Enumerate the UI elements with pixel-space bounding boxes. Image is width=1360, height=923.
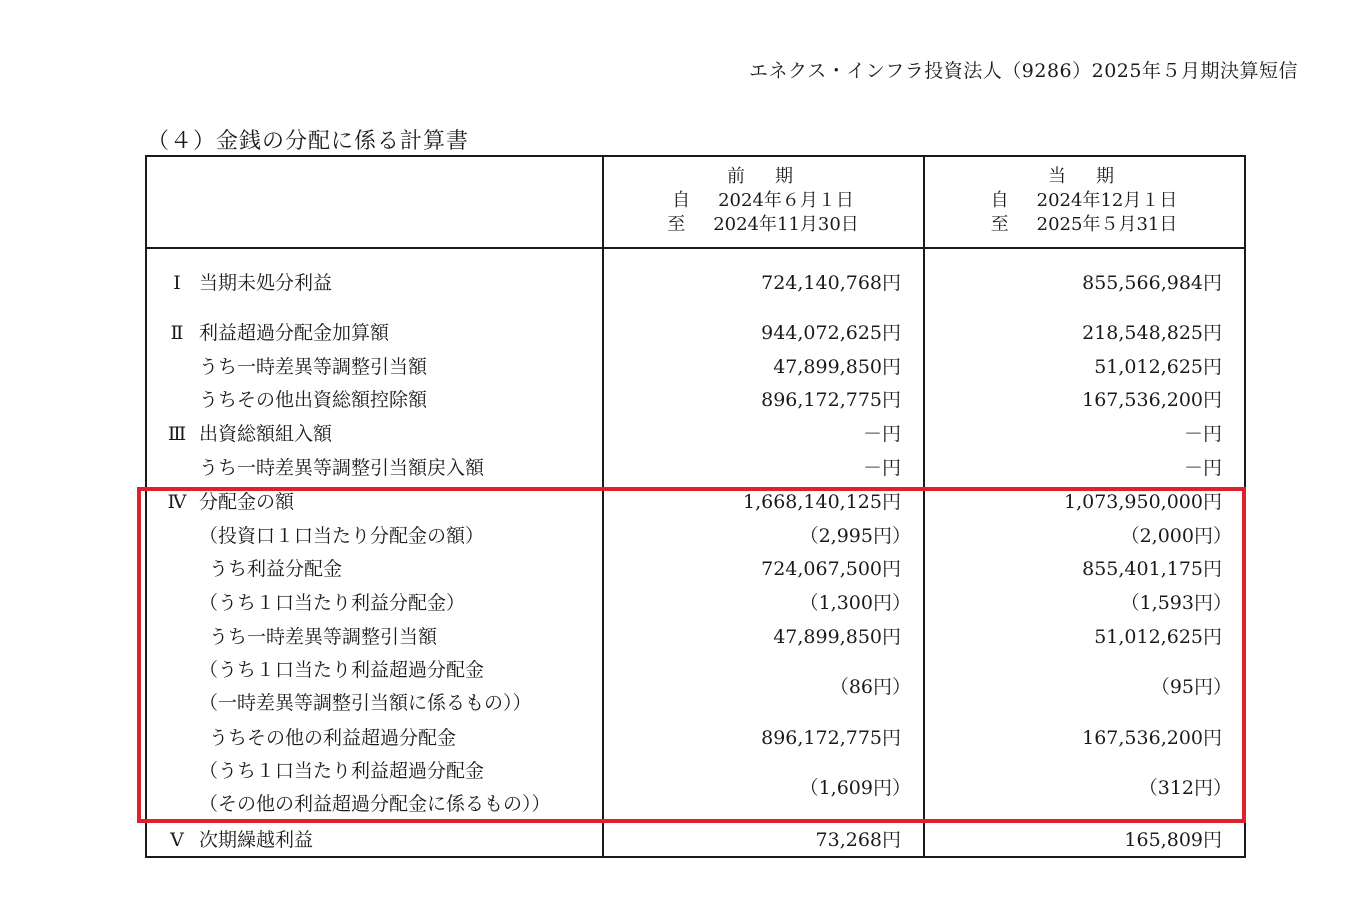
- value-prev: 724,067,500円: [761, 558, 901, 580]
- to-label: 至: [990, 214, 1009, 235]
- value-prev: 1,668,140,125円: [742, 491, 901, 513]
- row-number: Ⅳ: [167, 491, 187, 513]
- value-curr: 855,401,175円: [1082, 558, 1222, 580]
- row-label: 分配金の額: [199, 491, 295, 513]
- table-row: [145, 417, 1246, 451]
- from-date: 2024年６月１日: [718, 190, 854, 211]
- row-number: Ⅱ: [170, 322, 184, 344]
- table-row: [145, 266, 1246, 300]
- value-prev: －円: [862, 423, 901, 445]
- value-prev: 47,899,850円: [773, 356, 901, 378]
- value-prev: －円: [862, 457, 901, 479]
- table-row: [145, 350, 1246, 384]
- value-curr: 51,012,625円: [1094, 626, 1222, 648]
- value-prev: 944,072,625円: [761, 322, 901, 344]
- value-prev: 896,172,775円: [761, 727, 901, 749]
- value-curr: 218,548,825円: [1082, 322, 1222, 344]
- to-date: 2025年５月31日: [1036, 214, 1178, 235]
- value-prev: （86円）: [829, 676, 911, 698]
- row-label: （投資口１口当たり分配金の額）: [199, 525, 485, 547]
- value-curr: 167,536,200円: [1082, 727, 1222, 749]
- table-row: [145, 316, 1246, 350]
- value-prev: 724,140,768円: [761, 272, 901, 294]
- header-divider: [145, 247, 1246, 249]
- value-curr: 855,566,984円: [1082, 272, 1222, 294]
- row-label: うち利益分配金: [209, 558, 343, 580]
- table-row: [145, 451, 1246, 485]
- column-header-prev: [603, 165, 923, 237]
- value-prev: （1,609円）: [799, 777, 911, 799]
- value-curr: －円: [1183, 457, 1222, 479]
- value-curr: 1,073,950,000円: [1063, 491, 1222, 513]
- value-curr: 51,012,625円: [1094, 356, 1222, 378]
- row-number: Ⅴ: [170, 829, 184, 851]
- column-header-curr: [924, 165, 1244, 237]
- row-number: Ⅰ: [173, 272, 181, 294]
- row-label: （うち１口当たり利益分配金）: [199, 592, 466, 614]
- from-date: 2024年12月１日: [1036, 190, 1178, 211]
- row-label: うち一時差異等調整引当額戻入額: [199, 457, 485, 479]
- document-header: エネクス・インフラ投資法人（9286）2025年５月期決算短信: [748, 60, 1298, 82]
- from-label: 自: [990, 190, 1009, 211]
- highlight-box: [137, 487, 1246, 823]
- value-curr: 167,536,200円: [1082, 389, 1222, 411]
- row-label: うちその他出資総額控除額: [199, 389, 428, 411]
- row-label: うちその他の利益超過分配金: [209, 727, 457, 749]
- value-curr: －円: [1183, 423, 1222, 445]
- value-curr: （2,000円）: [1120, 525, 1232, 547]
- to-label: 至: [667, 214, 686, 235]
- row-label: 次期繰越利益: [199, 829, 314, 851]
- row-label: うち一時差異等調整引当額: [209, 626, 438, 648]
- table-row: [145, 383, 1246, 417]
- from-label: 自: [672, 190, 691, 211]
- row-label: 出資総額組入額: [199, 423, 333, 445]
- to-date: 2024年11月30日: [713, 214, 859, 235]
- row-label-line: （一時差異等調整引当額に係るもの））: [199, 692, 532, 714]
- value-prev: 73,268円: [815, 829, 901, 851]
- row-label: 当期未処分利益: [199, 272, 333, 294]
- value-prev: 47,899,850円: [773, 626, 901, 648]
- row-label-line: （うち１口当たり利益超過分配金: [199, 659, 485, 681]
- value-curr: （1,593円）: [1120, 592, 1232, 614]
- row-label: 利益超過分配金加算額: [199, 322, 390, 344]
- row-label-line: （その他の利益超過分配金に係るもの））: [199, 793, 551, 815]
- value-curr: 165,809円: [1124, 829, 1222, 851]
- period-name: 当 期: [1048, 166, 1120, 187]
- row-label-line: （うち１口当たり利益超過分配金: [199, 760, 485, 782]
- value-prev: （2,995円）: [799, 525, 911, 547]
- value-curr: （95円）: [1150, 676, 1232, 698]
- value-prev: （1,300円）: [799, 592, 911, 614]
- period-name: 前 期: [727, 166, 799, 187]
- row-number: Ⅲ: [167, 423, 187, 445]
- value-curr: （312円）: [1138, 777, 1232, 799]
- row-label: うち一時差異等調整引当額: [199, 356, 428, 378]
- value-prev: 896,172,775円: [761, 389, 901, 411]
- section-title: （４）金銭の分配に係る計算書: [147, 129, 470, 154]
- table-row: [145, 823, 1246, 857]
